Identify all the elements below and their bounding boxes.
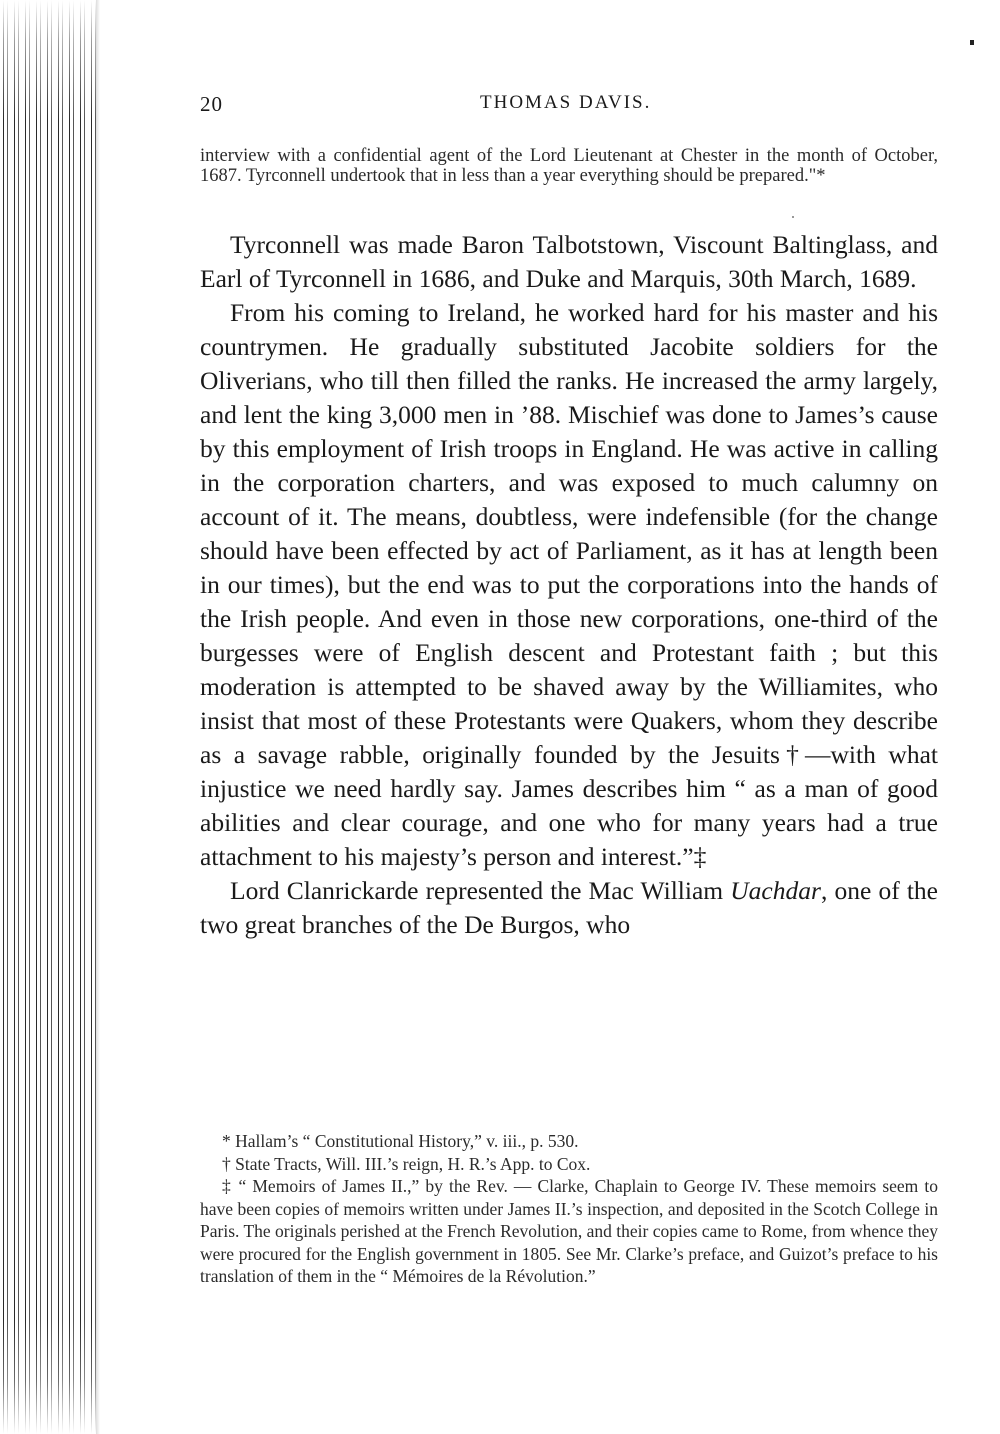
paragraph-titles: Tyrconnell was made Baron Talbotstown, Viscount Baltinglass, and Earl of Tyrconnell in 1686, and Duke and Marquis, 30th March, 1689.: [200, 230, 938, 293]
page-number: 20: [200, 92, 223, 116]
footnote-hallam: * Hallam’s “ Constitutional History,” v. iii., p. 530.: [222, 1131, 579, 1151]
footnote-memoirs: ‡ “ Memoirs of James II.,” by the Rev. — Clarke, Chaplain to George IV. These memoirs seem to have been copies of memoirs written under James II.’s inspection, and deposited in the Scotch College in Paris. The originals perished at the French Revolution, and their copies came to Rome, from whence they were procured for the English government in 1805. See Mr. Clarke’s preface, and Guizot’s preface to his translation of them in the “ Mémoires de la Révolution.”: [200, 1176, 938, 1286]
clanrickarde-text-start: Lord Clanrickarde represented the Mac William: [230, 876, 731, 905]
paragraph-career: From his coming to Ireland, he worked hard for his master and his countrymen. He gradually substituted Jacobite soldiers for the Oliverians, who till then filled the ranks. He increased the army largely, and lent the king 3,000 men in ’88. Mischief was done to James’s cause by this employment of Irish troops in England. He was active in calling in the corporation charters, and was exposed to much calumny on account of it. The means, doubtless, were indefensible (for the change should have been effected by act of Parliament, as it has at length been in our times), but the end was to put the corporations into the hands of the Irish people. And even in those new corporations, one-third of the burgesses were of English descent and Protestant faith ; but this moderation is attempted to be shaved away by the Williamites, who insist that most of these Protestants were Quakers, whom they describe as a savage rabble, originally founded by the Jesuits†—with what injustice we need hardly say. James describes him “ as a man of good abilities and clear courage, and one who for many years had a true attachment to his majesty’s person and interest.”‡: [200, 298, 938, 871]
running-head: THOMAS DAVIS.: [480, 92, 652, 113]
binding-shading: [0, 0, 96, 1434]
paragraph-clanrickarde: [200, 874, 938, 942]
footnote-state-tracts: † State Tracts, Will. III.’s reign, H. R.’s App. to Cox.: [222, 1153, 591, 1174]
binding-gutter-shadow: [96, 0, 100, 1434]
page-header: [200, 92, 938, 122]
scan-speck: [970, 40, 974, 45]
body-text: [200, 228, 938, 942]
scan-mark: [792, 216, 794, 218]
quote-continuation: interview with a confidential agent of the Lord Lieutenant at Chester in the month of October, 1687. Tyrconnell undertook that in less than a year everything should be prepared."*: [200, 146, 938, 186]
clanrickarde-text-end: , one of the two great branches of the De Burgos, who: [200, 876, 938, 939]
footnotes: [200, 1130, 938, 1288]
uachdar-italic: Uachdar: [730, 876, 821, 905]
